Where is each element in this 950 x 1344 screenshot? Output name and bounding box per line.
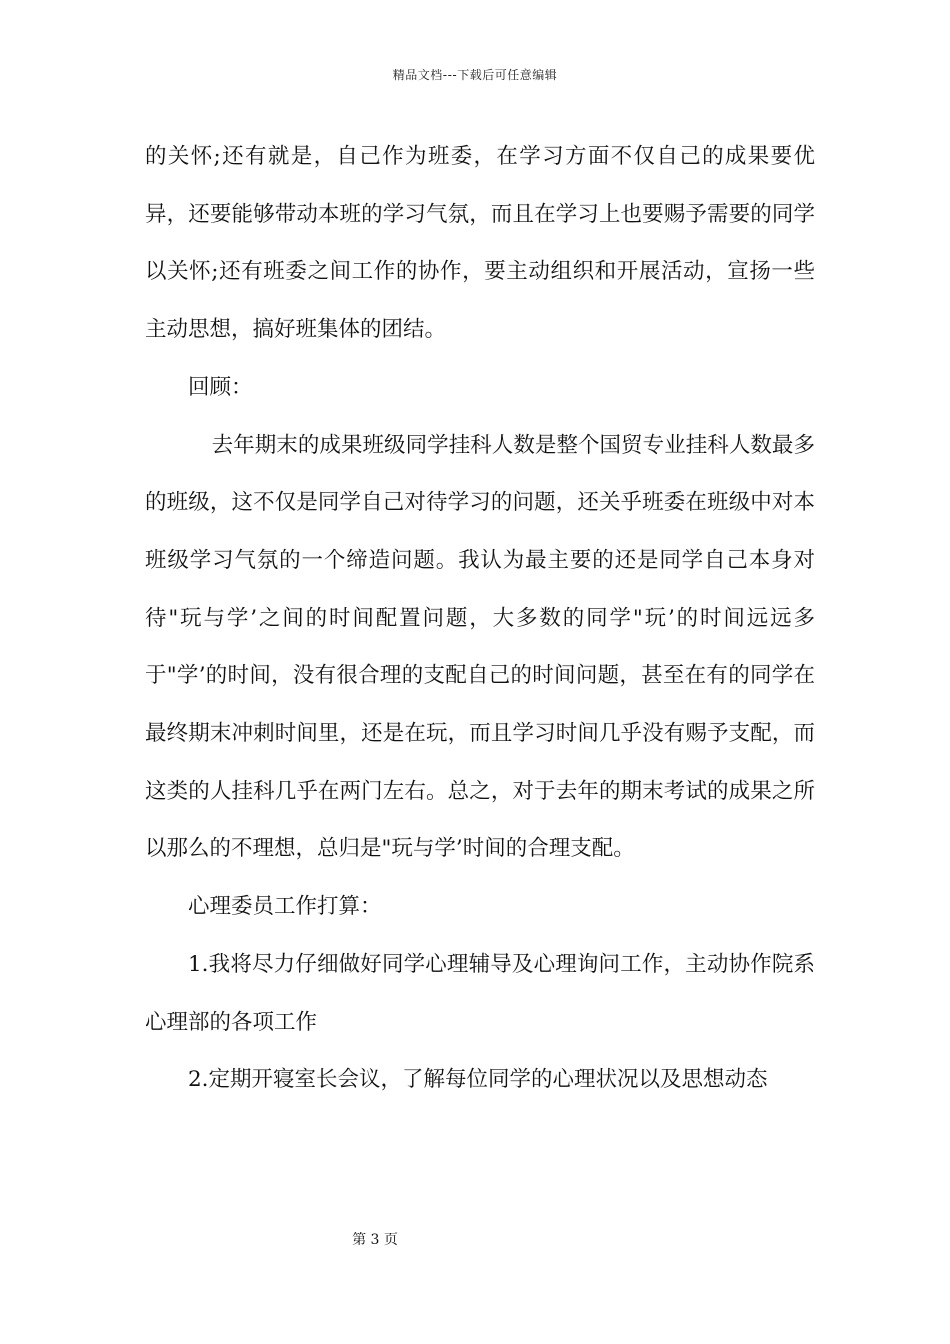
document-body — [145, 128, 815, 1109]
page-header: 精品文档---下载后可任意编辑 — [392, 68, 558, 82]
page-number: 第 3 页 — [352, 1232, 398, 1248]
paragraph-plan-item-1: 1.我将尽力仔细做好同学心理辅导及心理询问工作，主动协作院系心理部的各项工作 — [145, 951, 815, 1035]
paragraph-care-continued: 的关怀;还有就是，自己作为班委，在学习方面不仅自己的成果要优异，还要能够带动本班的学习气氛，而且在学习上也要赐予需要的同学以关怀;还有班委之间工作的协作，要主动组织和开展活动，宣扬一些主动思想，搞好班集体的团结。 — [145, 144, 815, 343]
paragraph-plan-item-2: 2.定期开寝室长会议，了解每位同学的心理状况以及思想动态 — [188, 1067, 768, 1093]
paragraph-review-body: 去年期末的成果班级同学挂科人数是整个国贸专业挂科人数最多的班级，这不仅是同学自己对待学习的问题，还关乎班委在班级中对本班级学习气氛的一个缔造问题。我认为最主要的还是同学自己本身对待"玩与学’之间的时间配置问题，大多数的同学"玩’的时间远远多于"学’的时间，没有很合理的支配自己的时间问题，甚至在有的同学在最终期末冲刺时间里，还是在玩，而且学习时间几乎没有赐予支配，而这类的人挂科几乎在两门左右。总之，对于去年的期末考试的成果之所以那么的不理想，总归是"玩与学’时间的合理支配。 — [145, 432, 815, 862]
paragraph-plan-heading: 心理委员工作打算： — [188, 894, 382, 920]
paragraph-review-heading: 回顾： — [188, 374, 253, 400]
